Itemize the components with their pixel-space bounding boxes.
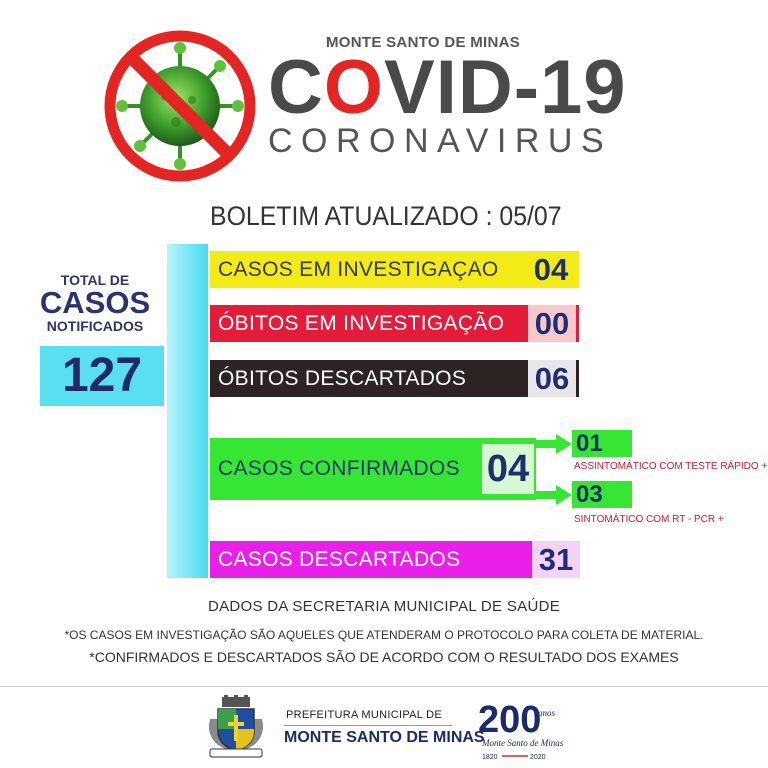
covid-title: COVID-19 [268,45,627,130]
symptomatic-label: SINTOMÁTICO COM RT - PCR + [574,514,724,525]
anniversary-number: 200 [478,699,542,741]
row-deaths-investigation [210,305,579,342]
row-label: CASOS EM INVESTIGAÇAO [218,257,499,281]
data-source: DADOS DA SECRETARIA MUNICIPAL DE SAÚDE [207,598,561,615]
connector-bar [167,244,208,578]
anniversary-script: Monte Santo de Minas [482,738,564,748]
row-value: 04 [482,444,534,494]
asymptomatic-count: 01 [572,430,632,457]
prefeitura-name: MONTE SANTO DE MINAS [284,729,485,746]
prefeitura-label: PREFEITURA MUNICIPAL DE [286,709,443,721]
row-label: ÓBITOS EM INVESTIGAÇÃO [218,311,505,335]
row-deaths-discarded [210,360,579,397]
anniversary-word: anos [538,708,556,718]
bulletin-date: BOLETIM ATUALIZADO : 05/07 [210,201,562,231]
virus-prohibited-icon [104,30,256,182]
coronavirus-subtitle: CORONAVIRUS [268,122,613,160]
row-value: 00 [528,305,576,342]
total-cases-box [40,346,164,406]
row-value: 04 [526,251,576,288]
row-label: CASOS CONFIRMADOS [218,457,460,480]
symptomatic-count: 03 [572,481,632,508]
row-cases-investigation [210,251,579,288]
prefeitura-divider [284,725,452,726]
row-cases-discarded [210,541,580,578]
row-label: CASOS DESCARTADOS [218,547,461,571]
total-cases-value: 127 [61,349,143,402]
row-value: 31 [532,541,580,578]
anniversary-end-year: 2020 [530,754,546,761]
arrow-right-icon [536,434,572,454]
row-value: 06 [528,360,576,397]
row-label: ÓBITOS DESCARTADOS [218,366,467,390]
anniversary-start-year: 1820 [482,754,498,761]
municipal-crest-icon [204,695,268,759]
footer-divider [0,686,768,687]
city-name: MONTE SANTO DE MINAS [326,34,521,51]
footnote-results: *CONFIRMADOS E DESCARTADOS SÃO DE ACORDO COM O RESULTADO DOS EXAMES [89,649,679,665]
total-cases-label: TOTAL DE CASOS NOTIFICADOS [39,272,151,334]
arrow-right-icon [536,485,572,505]
asymptomatic-label: ASSINTOMÁTICO COM TESTE RÁPIDO + [574,461,768,472]
footnote-investigation: *OS CASOS EM INVESTIGAÇÃO SÃO AQUELES QUE ATENDERAM O PROTOCOLO PARA COLETA DE MATERIAL. [64,628,704,642]
row-cases-confirmed [210,438,536,500]
anniversary-logo [472,694,572,762]
